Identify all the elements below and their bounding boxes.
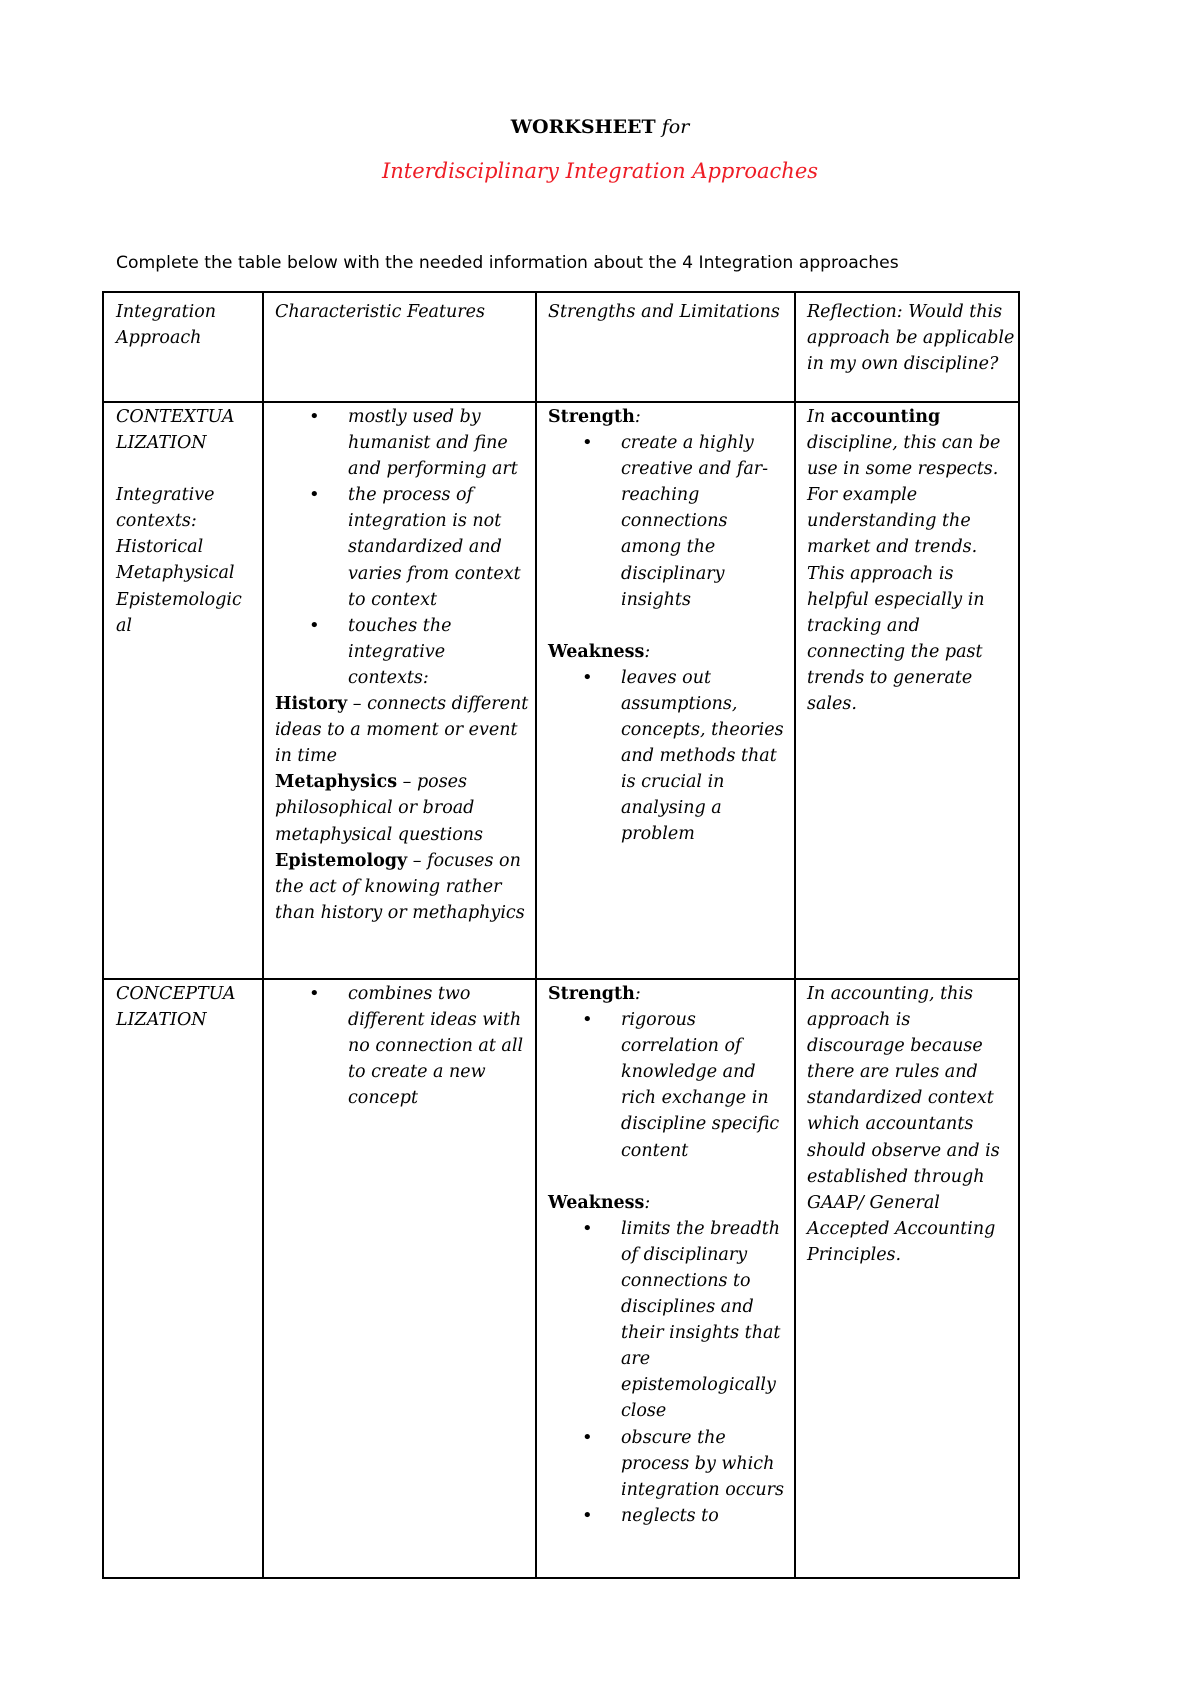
- worksheet-title: [0, 116, 1200, 138]
- strength-heading: [548, 981, 788, 1007]
- worksheet-subtitle: Interdisciplinary Integration Approaches: [381, 159, 819, 183]
- weakness-item: • limits the breadth of disciplinary connections to disciplines and their insights that are epistemologically close: [548, 1216, 788, 1425]
- feature-item: • combines two different ideas with no connection at all to create a new concept: [275, 981, 530, 1111]
- weakness-item: • obscure the process by which integration occurs: [548, 1425, 788, 1503]
- weakness-heading: [548, 639, 788, 665]
- strengths-list: [548, 430, 788, 613]
- strengths-list: [548, 1007, 788, 1164]
- weakness-heading: [548, 1190, 788, 1216]
- column-divider: [262, 293, 264, 1577]
- instructions-text: Complete the table below with the needed information about the 4 Integration approaches: [116, 253, 899, 273]
- strength-heading: [548, 404, 788, 430]
- row1-strengths-cell: [548, 404, 788, 848]
- context-term-epistemology: [275, 848, 530, 926]
- strength-item: • rigorous correlation of knowledge and rich exchange in discipline specific content: [548, 1007, 788, 1164]
- weakness-label: Weakness: [548, 1192, 645, 1213]
- reflection-text: discipline, this can be use in some respects. For example understanding the market and trends. This approach is helpful especially in tracking and connecting the past trends to generate sales.: [807, 433, 1001, 715]
- weakness-colon: :: [644, 1192, 651, 1213]
- context-item: Metaphysical: [116, 563, 235, 584]
- strength-label: Strength: [548, 407, 635, 427]
- worksheet-title-italic: for: [661, 116, 690, 138]
- integrative-contexts-label: Integrative contexts:: [116, 485, 215, 532]
- weakness-label: Weakness: [548, 641, 645, 662]
- weakness-item: • neglects to: [548, 1503, 788, 1529]
- strength-colon: :: [634, 407, 641, 427]
- context-item: Epistemological: [116, 589, 242, 636]
- reflection-discipline: accounting: [830, 407, 941, 427]
- strength-colon: :: [634, 984, 641, 1004]
- features-list: [275, 981, 530, 1111]
- weakness-colon: :: [644, 641, 651, 662]
- features-list: [275, 404, 530, 691]
- context-item: Historical: [116, 537, 204, 558]
- approach-name: CONCEPTUALIZATION: [116, 984, 236, 1031]
- feature-item: • touches the integrative contexts:: [275, 613, 530, 691]
- term-label: Epistemology: [275, 850, 408, 871]
- row-divider: [104, 401, 1018, 403]
- column-divider: [535, 293, 537, 1577]
- term-label: Metaphysics: [275, 772, 398, 793]
- row1-reflection-cell: [807, 404, 1012, 717]
- row2-reflection-cell: In accounting, this approach is discourage because there are rules and standardized context which accountants should observe and is established through GAAP/ General Accepted Accounting Principles.: [807, 984, 1000, 1265]
- term-label: History: [275, 694, 348, 715]
- row2-approach-cell: [116, 981, 246, 1033]
- header-integration-approach: Integration Approach: [116, 302, 217, 349]
- row2-features-cell: [275, 981, 530, 1111]
- row-divider: [104, 978, 1018, 980]
- term-description: – connects different ideas to a moment or event in time: [275, 694, 529, 767]
- row1-features-cell: [275, 404, 530, 926]
- reflection-prefix: In: [807, 407, 831, 427]
- feature-item: • mostly used by humanist and fine and performing art: [275, 404, 530, 482]
- header-characteristic-features: Characteristic Features: [275, 302, 485, 322]
- column-divider: [794, 293, 796, 1577]
- strength-item: • create a highly creative and far-reaching connections among the disciplinary insights: [548, 430, 788, 613]
- term-description: – poses philosophical or broad metaphysical questions: [275, 772, 483, 845]
- context-term-history: [275, 691, 530, 769]
- weaknesses-list: [548, 1216, 788, 1529]
- row1-approach-cell: [116, 404, 246, 639]
- weaknesses-list: [548, 665, 788, 848]
- approaches-table: [102, 291, 1020, 1579]
- header-reflection: Reflection: Would this approach be applicable in my own discipline?: [807, 302, 1015, 375]
- feature-item: • the process of integration is not standardized and varies from context to context: [275, 482, 530, 612]
- term-description: – focuses on the act of knowing rather than history or methaphyics: [275, 850, 525, 923]
- approach-name: CONTEXTUALIZATION: [116, 407, 235, 454]
- header-strengths-limitations: Strengths and Limitations: [548, 302, 780, 322]
- strength-label: Strength: [548, 984, 635, 1004]
- row2-strengths-cell: [548, 981, 788, 1529]
- worksheet-title-bold: WORKSHEET: [510, 116, 656, 138]
- context-term-metaphysics: [275, 769, 530, 847]
- weakness-item: • leaves out assumptions, concepts, theories and methods that is crucial in analysing a problem: [548, 665, 788, 848]
